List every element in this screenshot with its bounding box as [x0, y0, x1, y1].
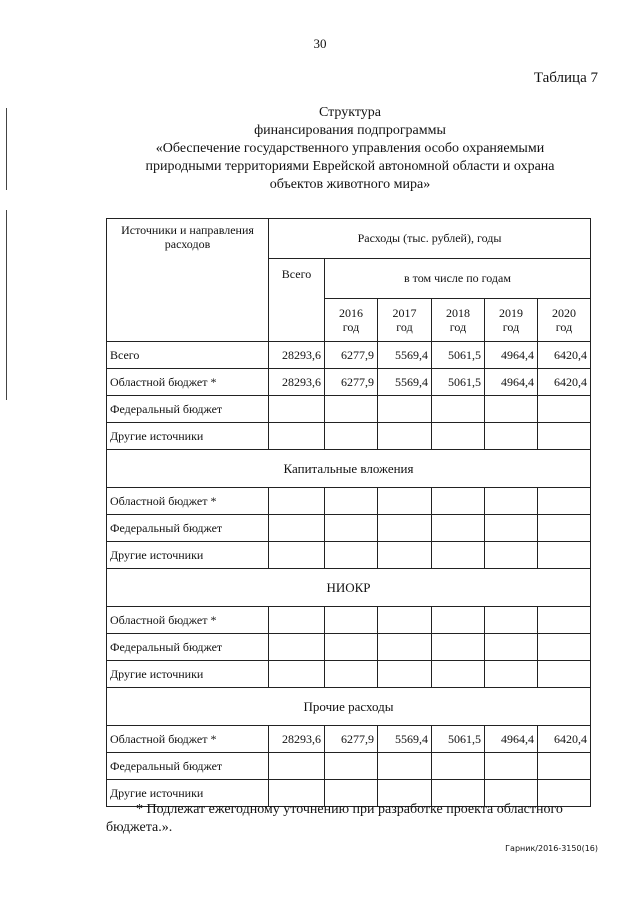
cell-2018: [432, 423, 485, 450]
cell-2018: [432, 396, 485, 423]
cell-2018: 5061,5: [432, 369, 485, 396]
cell-2020: [538, 515, 591, 542]
table-row: [107, 515, 591, 542]
cell-2016: [325, 515, 378, 542]
header-total: Всего: [269, 259, 325, 342]
row-label: Другие источники: [107, 780, 269, 807]
document-stamp: Гарник/2016-3150(16): [505, 844, 598, 853]
cell-2018: [432, 515, 485, 542]
cell-2018: [432, 542, 485, 569]
row-label: Областной бюджет *: [107, 488, 269, 515]
cell-2017: [378, 423, 432, 450]
header-year: 2019 год: [485, 299, 538, 342]
row-label: Федеральный бюджет: [107, 753, 269, 780]
cell-2020: 6420,4: [538, 342, 591, 369]
row-label: Федеральный бюджет: [107, 396, 269, 423]
row-label: Областной бюджет *: [107, 726, 269, 753]
cell-2020: [538, 634, 591, 661]
cell-2018: 5061,5: [432, 726, 485, 753]
cell-2017: [378, 753, 432, 780]
table-row: [107, 423, 591, 450]
cell-2019: [485, 542, 538, 569]
row-label: Другие источники: [107, 542, 269, 569]
header-sources: Источники и направления расходов: [107, 219, 269, 342]
header-year: 2020 год: [538, 299, 591, 342]
cell-total: [269, 488, 325, 515]
cell-total: 28293,6: [269, 726, 325, 753]
cell-total: [269, 661, 325, 688]
cell-2017: [378, 634, 432, 661]
cell-2016: [325, 634, 378, 661]
binding-line: [6, 108, 7, 190]
cell-2018: [432, 607, 485, 634]
cell-2020: [538, 661, 591, 688]
cell-2020: [538, 542, 591, 569]
binding-line: [6, 210, 7, 400]
cell-2017: [378, 515, 432, 542]
table-row: [107, 542, 591, 569]
row-label: Областной бюджет *: [107, 607, 269, 634]
cell-2016: [325, 396, 378, 423]
table-row: [107, 488, 591, 515]
table-label: Таблица 7: [533, 70, 598, 86]
row-label: Федеральный бюджет: [107, 634, 269, 661]
cell-total: [269, 515, 325, 542]
table-row: [107, 634, 591, 661]
table-row: [107, 726, 591, 753]
section-title: НИОКР: [107, 569, 591, 607]
cell-2016: [325, 607, 378, 634]
row-label: Другие источники: [107, 661, 269, 688]
header-expenses: Расходы (тыс. рублей), годы: [269, 219, 591, 259]
cell-total: [269, 396, 325, 423]
cell-2020: 6420,4: [538, 369, 591, 396]
cell-2019: [485, 488, 538, 515]
cell-2017: [378, 396, 432, 423]
cell-2019: [485, 423, 538, 450]
cell-2019: 4964,4: [485, 369, 538, 396]
header-year: 2017 год: [378, 299, 432, 342]
cell-2016: [325, 661, 378, 688]
row-label: Областной бюджет *: [107, 369, 269, 396]
cell-2020: [538, 423, 591, 450]
cell-2016: [325, 423, 378, 450]
section-title: Капитальные вложения: [107, 450, 591, 488]
cell-total: [269, 607, 325, 634]
footnote: [106, 801, 606, 837]
cell-2017: [378, 661, 432, 688]
cell-2016: 6277,9: [325, 342, 378, 369]
title-line: «Обеспечение государственного управления особо охраняемыми: [155, 141, 545, 156]
cell-2018: [432, 661, 485, 688]
cell-2019: [485, 515, 538, 542]
header-by-years: в том числе по годам: [325, 259, 591, 299]
footnote-line: * Подлежат ежегодному уточнению при разработке проекта областного: [136, 802, 563, 817]
cell-2018: 5061,5: [432, 342, 485, 369]
cell-total: [269, 423, 325, 450]
cell-2018: [432, 634, 485, 661]
cell-2020: 6420,4: [538, 726, 591, 753]
cell-total: [269, 542, 325, 569]
cell-total: [269, 753, 325, 780]
table-row: [107, 369, 591, 396]
title-line: объектов животного мира»: [269, 177, 431, 192]
title-line: природными территориями Еврейской автономной области и охрана: [145, 159, 555, 174]
cell-2017: 5569,4: [378, 726, 432, 753]
cell-2020: [538, 753, 591, 780]
cell-2019: [485, 753, 538, 780]
footnote-line: бюджета.».: [106, 820, 173, 835]
page-number: 30: [313, 36, 327, 51]
cell-total: [269, 634, 325, 661]
cell-2020: [538, 607, 591, 634]
title-line: Структура: [318, 105, 382, 120]
section-title: Прочие расходы: [107, 688, 591, 726]
cell-2019: [485, 607, 538, 634]
cell-2016: [325, 488, 378, 515]
cell-2018: [432, 488, 485, 515]
cell-2019: [485, 661, 538, 688]
cell-2020: [538, 488, 591, 515]
table-row: [107, 661, 591, 688]
financing-table: [106, 218, 591, 807]
cell-2019: 4964,4: [485, 726, 538, 753]
table-row: [107, 396, 591, 423]
cell-2017: 5569,4: [378, 369, 432, 396]
cell-2019: 4964,4: [485, 342, 538, 369]
cell-2020: [538, 396, 591, 423]
header-year: 2018 год: [432, 299, 485, 342]
cell-2018: [432, 753, 485, 780]
cell-2016: [325, 753, 378, 780]
cell-total: 28293,6: [269, 342, 325, 369]
cell-2016: [325, 542, 378, 569]
cell-total: 28293,6: [269, 369, 325, 396]
cell-2017: [378, 488, 432, 515]
cell-2019: [485, 634, 538, 661]
header-year: 2016 год: [325, 299, 378, 342]
table-row: [107, 753, 591, 780]
title-line: финансирования подпрограммы: [254, 123, 446, 138]
cell-2017: [378, 607, 432, 634]
table-row: [107, 342, 591, 369]
cell-2017: 5569,4: [378, 342, 432, 369]
document-title: [100, 104, 600, 194]
cell-2019: [485, 396, 538, 423]
cell-2016: 6277,9: [325, 726, 378, 753]
row-label: Другие источники: [107, 423, 269, 450]
row-label: Всего: [107, 342, 269, 369]
cell-2016: 6277,9: [325, 369, 378, 396]
cell-2017: [378, 542, 432, 569]
table-row: [107, 607, 591, 634]
row-label: Федеральный бюджет: [107, 515, 269, 542]
